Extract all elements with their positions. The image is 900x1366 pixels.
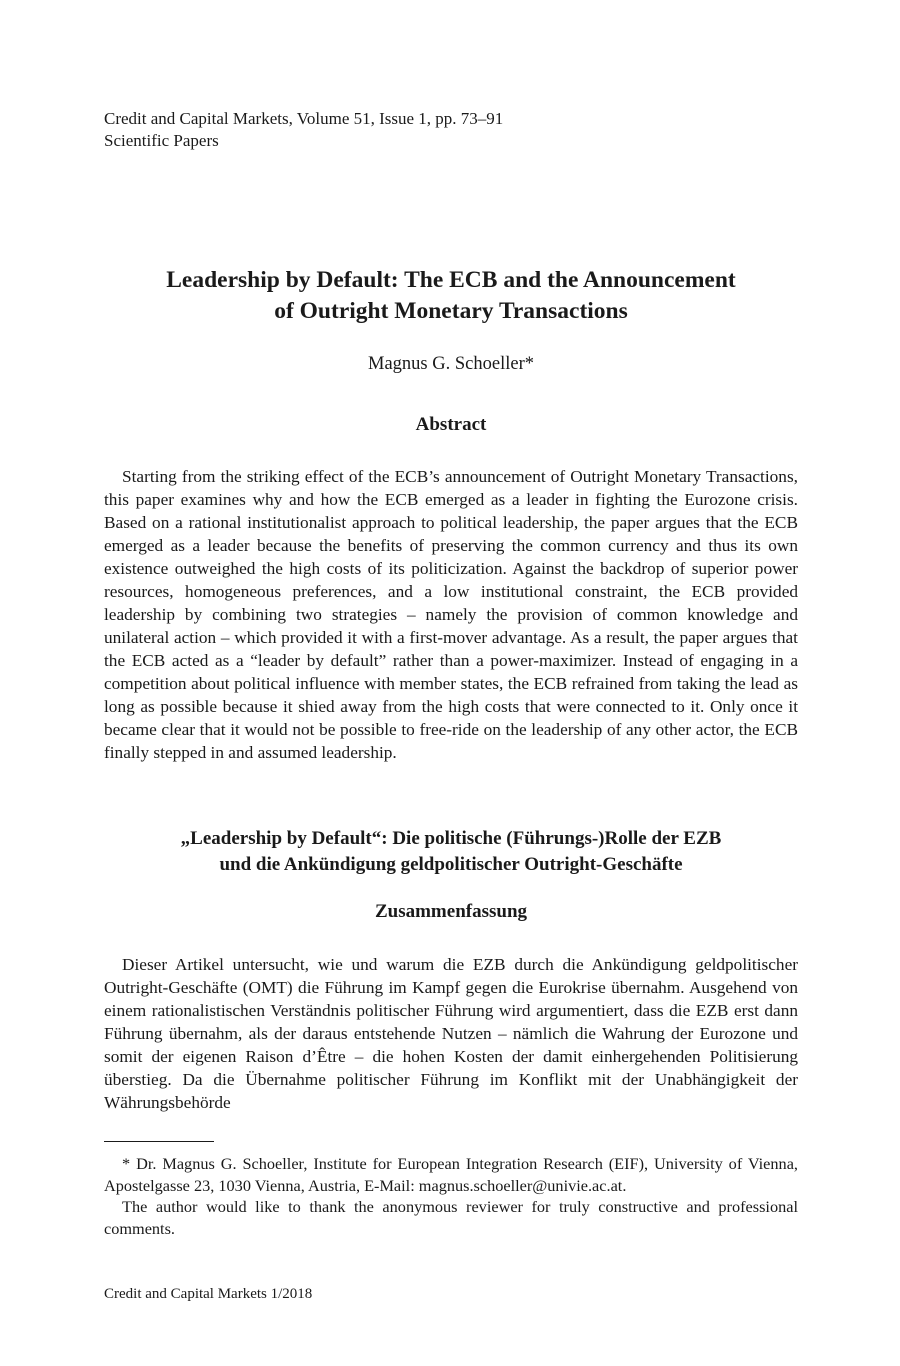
paper-title-line-1: Leadership by Default: The ECB and the Announcement (166, 267, 736, 293)
footnotes (104, 1153, 798, 1239)
section-label: Scientific Papers (104, 131, 219, 150)
author-name: Magnus G. Schoeller* (368, 354, 534, 374)
zusammenfassung-text: Dieser Artikel untersucht, wie und warum die EZB durch die Ankündigung geldpolitischer Outright-Geschäfte (OMT) die Führung im Kampf gegen die Eurokrise übernahm. Ausgehend von einem rationalistischen Verständnis politischer Führung wird argumentiert, dass die EZB erst dann Führung übernahm, als der daraus entstehende Nutzen – nämlich die Wahrung der Eurozone und somit der eigenen Raison d’Être – die hohen Kosten der damit einhergehenden Politisierung überstieg. Da die Übernahme politischer Führung im Konflikt mit der Unabhängigkeit der Währungsbehörde (104, 955, 798, 1112)
zusammenfassung-heading: Zusammenfassung (374, 901, 528, 922)
journal-header (104, 108, 503, 152)
paper-page (104, 0, 798, 1366)
page-footer: Credit and Capital Markets 1/2018 (104, 1286, 313, 1302)
abstract-text: Starting from the striking effect of the ECB’s announcement of Outright Monetary Transactions, this paper examines why and how the ECB emerged as a leader in fighting the Eurozone crisis. Based on a rational institutionalist approach to political leadership, the paper argues that the ECB emerged as a leader because the benefits of preserving the common currency and thus its own existence outweighed the high costs of its politicization. Against the backdrop of superior power resources, homogeneous preferences, and a low institutional constraint, the ECB provided leadership by combining two strategies – namely the provision of common knowledge and unilateral action – which provided it with a first-mover advantage. As a result, the paper argues that the ECB acted as a “leader by default” rather than a power-maximizer. Instead of engaging in a competition about political influence with member states, the ECB refrained from taking the lead as long as possible because it shied away from the high costs that were connected to it. Only once it became clear that it would not be possible to free-ride on the leadership of any other actor, the ECB finally stepped in and assumed leadership. (104, 467, 798, 762)
journal-citation: Credit and Capital Markets, Volume 51, Issue 1, pp. 73–91 (104, 109, 504, 128)
paper-title (104, 265, 798, 327)
footnote-divider (104, 1141, 214, 1142)
abstract-heading: Abstract (415, 414, 487, 435)
paper-title-line-2: of Outright Monetary Transactions (274, 298, 628, 324)
german-title-line-2: und die Ankündigung geldpolitischer Outright-Geschäfte (219, 854, 683, 875)
author-footnote: * Dr. Magnus G. Schoeller, Institute for European Integration Research (EIF), University of Vienna, Apostelgasse 23, 1030 Vienna, Austria, E-Mail: magnus.schoeller@univie.ac.at. (104, 1154, 798, 1195)
german-title (104, 826, 798, 878)
acknowledgement-footnote: The author would like to thank the anonymous reviewer for truly constructive and professional comments. (104, 1197, 798, 1238)
german-title-line-1: „Leadership by Default“: Die politische (Führungs-)Rolle der EZB (180, 828, 722, 849)
